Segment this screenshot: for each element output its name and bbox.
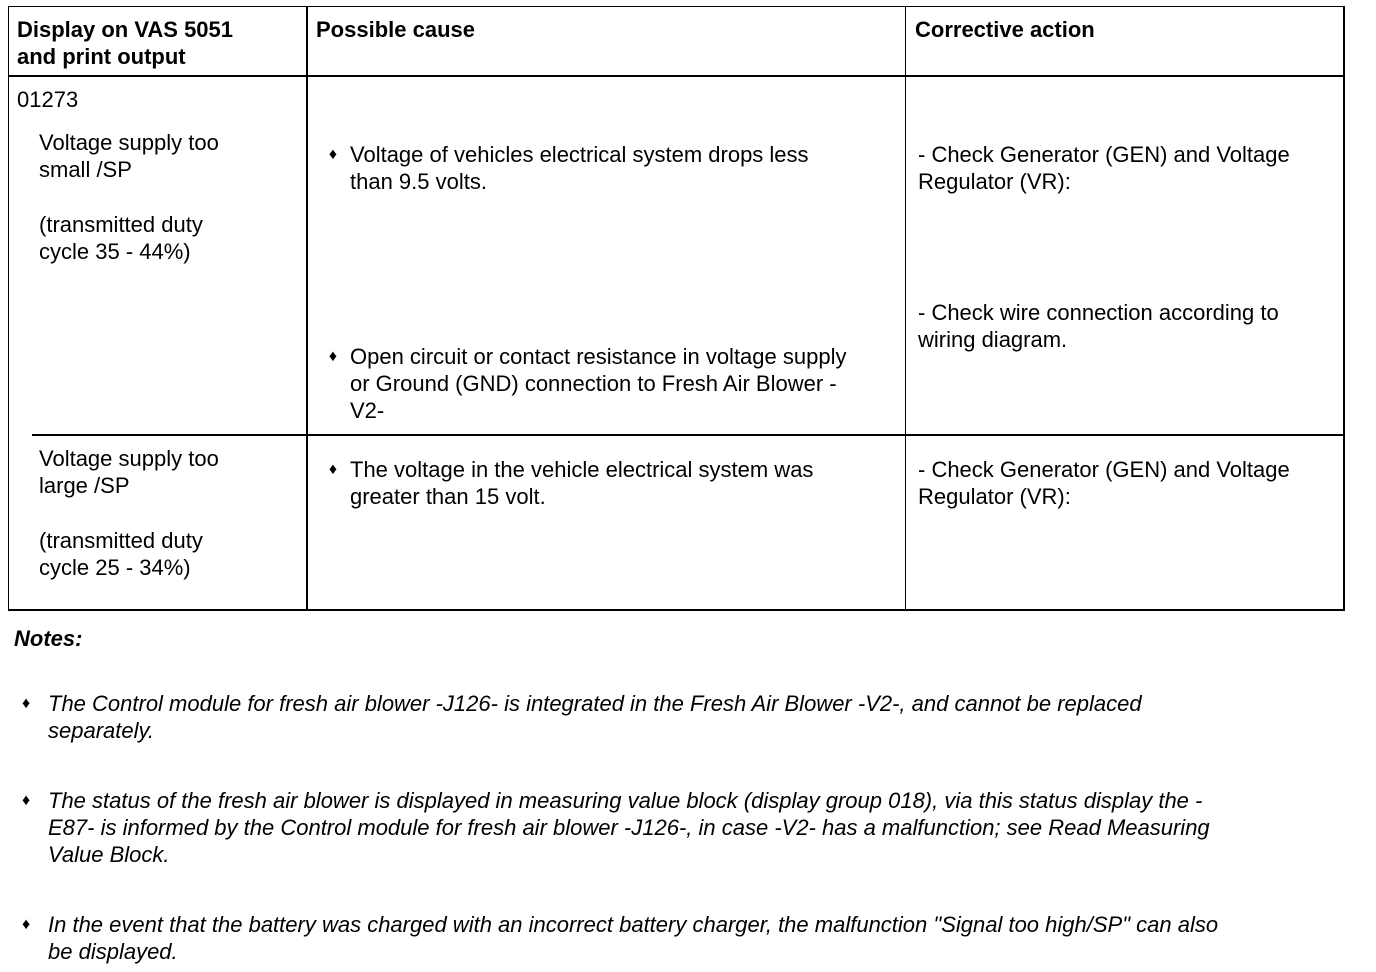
note-item-2: The status of the fresh air blower is displayed in measuring value block (display group 018), via this status display the - E87- is informed by the Control module for fresh air blower -J126-, in case -V2- has a malfunction; see Read Measuring Value Block. xyxy=(48,788,1210,867)
row2-duty-cycle: (transmitted duty cycle 25 - 34%) xyxy=(39,528,203,580)
fault-code: 01273 xyxy=(17,87,79,112)
row2-cause-1: The voltage in the vehicle electrical system was greater than 15 volt. xyxy=(350,457,814,509)
diamond-bullet-icon: ♦ xyxy=(22,792,31,809)
diamond-bullet-icon: ♦ xyxy=(328,461,338,478)
row1-action-1: - Check Generator (GEN) and Voltage Regulator (VR): xyxy=(918,142,1290,194)
row2-action-1: - Check Generator (GEN) and Voltage Regulator (VR): xyxy=(918,457,1290,509)
diamond-bullet-icon: ♦ xyxy=(22,916,31,933)
column-divider-1 xyxy=(306,6,308,611)
table-border-top xyxy=(8,6,1345,7)
note-item-3: In the event that the battery was charged with an incorrect battery charger, the malfunction "Signal too high/SP" can also be displayed. xyxy=(48,912,1219,964)
row1-duty-cycle: (transmitted duty cycle 35 - 44%) xyxy=(39,212,203,264)
diamond-bullet-icon: ♦ xyxy=(22,695,31,712)
diamond-bullet-icon: ♦ xyxy=(328,146,338,163)
column-divider-2 xyxy=(905,6,906,611)
row1-cause-1: Voltage of vehicles electrical system drops less than 9.5 volts. xyxy=(350,142,809,194)
table-border-bottom xyxy=(8,609,1345,611)
notes-heading: Notes: xyxy=(14,626,83,651)
row-divider xyxy=(32,434,1345,436)
diamond-bullet-icon: ♦ xyxy=(328,348,338,365)
row1-action-2: - Check wire connection according to wiring diagram. xyxy=(918,300,1279,352)
row2-display-text: Voltage supply too large /SP xyxy=(39,446,219,498)
header-possible-cause: Possible cause xyxy=(316,17,475,42)
table-border-right xyxy=(1343,6,1345,611)
header-corrective-action: Corrective action xyxy=(915,17,1095,42)
row1-cause-2: Open circuit or contact resistance in voltage supply or Ground (GND) connection to Fresh Air Blower - V2- xyxy=(350,344,847,423)
table-border-left xyxy=(8,6,9,611)
header-display: Display on VAS 5051 and print output xyxy=(17,17,234,69)
note-item-1: The Control module for fresh air blower -J126- is integrated in the Fresh Air Blower -V2-, and cannot be replaced separately. xyxy=(48,691,1142,743)
header-divider xyxy=(8,75,1345,77)
row1-display-text: Voltage supply too small /SP xyxy=(39,130,219,182)
